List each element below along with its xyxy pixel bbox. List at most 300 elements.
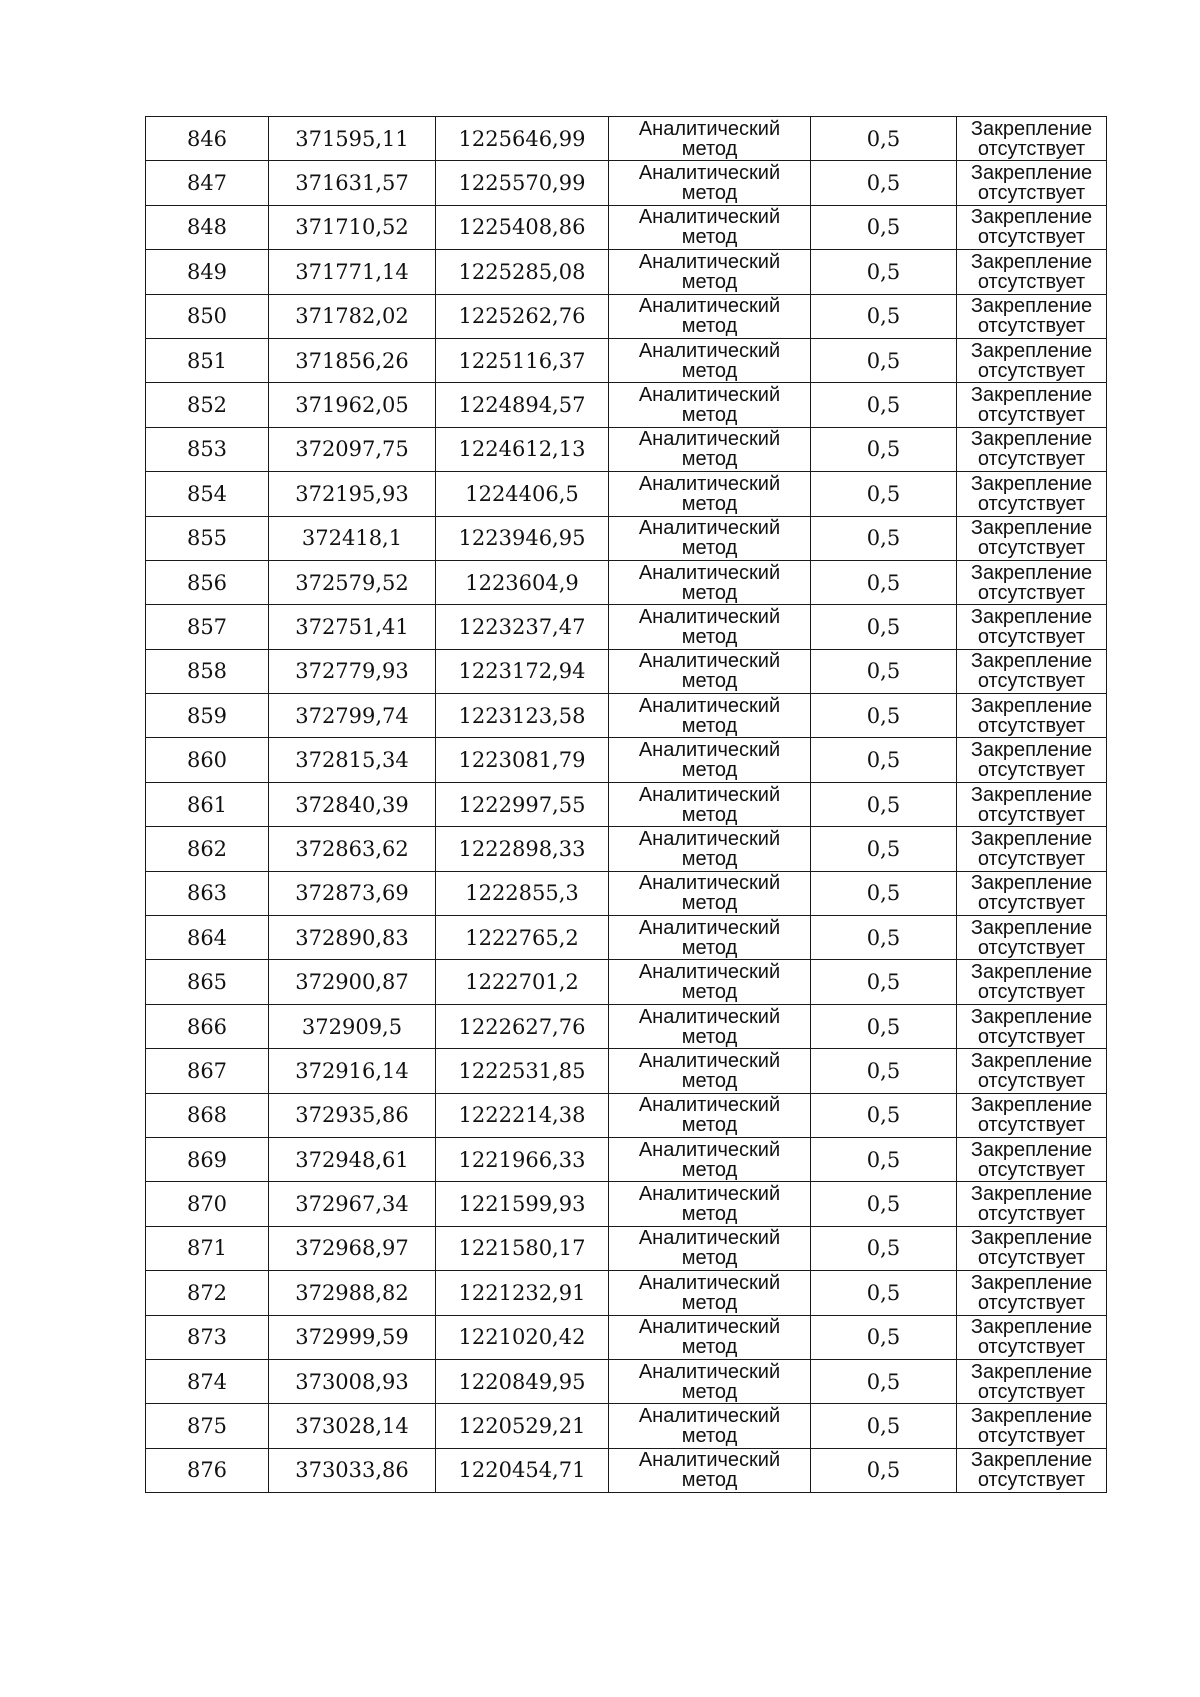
y-coordinate-cell: 1223123,58 [436, 694, 609, 738]
x-coordinate-cell: 371856,26 [269, 338, 436, 382]
point-number-cell: 852 [146, 383, 269, 427]
fixation-cell-line2: отсутствует [977, 270, 1086, 293]
accuracy-cell: 0,5 [811, 960, 957, 1004]
accuracy-cell: 0,5 [811, 117, 957, 161]
point-number-cell: 850 [146, 294, 269, 338]
method-cell [609, 827, 811, 871]
x-coordinate-cell: 372863,62 [269, 827, 436, 871]
fixation-cell [957, 960, 1107, 1004]
accuracy-cell: 0,5 [811, 1271, 957, 1315]
point-number-cell: 854 [146, 472, 269, 516]
fixation-cell-line2: отсутствует [977, 315, 1086, 338]
accuracy-cell: 0,5 [811, 1137, 957, 1181]
table-row [146, 1271, 1107, 1315]
method-cell-line2: метод [681, 981, 738, 1004]
method-cell-line1: Аналитический [638, 206, 781, 229]
fixation-cell-line2: отсутствует [977, 537, 1086, 560]
fixation-cell-line2: отсутствует [977, 714, 1086, 737]
y-coordinate-cell: 1223081,79 [436, 738, 609, 782]
fixation-cell-line1: Закрепление [970, 783, 1093, 806]
fixation-cell-line2: отсутствует [977, 581, 1086, 604]
method-cell [609, 1315, 811, 1359]
x-coordinate-cell: 372967,34 [269, 1182, 436, 1226]
y-coordinate-cell: 1222214,38 [436, 1093, 609, 1137]
method-cell-line2: метод [681, 670, 738, 693]
method-cell [609, 1004, 811, 1048]
method-cell [609, 1093, 811, 1137]
accuracy-cell: 0,5 [811, 649, 957, 693]
table-row [146, 1182, 1107, 1226]
method-cell-line1: Аналитический [638, 1360, 781, 1383]
table-row [146, 1315, 1107, 1359]
fixation-cell-line1: Закрепление [970, 472, 1093, 495]
y-coordinate-cell: 1222898,33 [436, 827, 609, 871]
y-coordinate-cell: 1225646,99 [436, 117, 609, 161]
accuracy-cell: 0,5 [811, 516, 957, 560]
fixation-cell-line2: отсутствует [977, 359, 1086, 382]
y-coordinate-cell: 1225262,76 [436, 294, 609, 338]
fixation-cell-line2: отсутствует [977, 625, 1086, 648]
table-row [146, 427, 1107, 471]
point-number-cell: 861 [146, 782, 269, 826]
x-coordinate-cell: 372799,74 [269, 694, 436, 738]
coordinates-table [145, 116, 1107, 1493]
fixation-cell-line1: Закрепление [970, 1360, 1093, 1383]
method-cell-line1: Аналитический [638, 250, 781, 273]
method-cell-line2: метод [681, 315, 738, 338]
fixation-cell-line2: отсутствует [977, 1380, 1086, 1403]
x-coordinate-cell: 372988,82 [269, 1271, 436, 1315]
y-coordinate-cell: 1221966,33 [436, 1137, 609, 1181]
table-row [146, 472, 1107, 516]
accuracy-cell: 0,5 [811, 1315, 957, 1359]
method-cell-line2: метод [681, 270, 738, 293]
method-cell-line2: метод [681, 1158, 738, 1181]
method-cell [609, 161, 811, 205]
fixation-cell-line2: отсутствует [977, 759, 1086, 782]
y-coordinate-cell: 1224612,13 [436, 427, 609, 471]
point-number-cell: 867 [146, 1049, 269, 1093]
fixation-cell [957, 738, 1107, 782]
method-cell [609, 1359, 811, 1403]
table-row [146, 250, 1107, 294]
fixation-cell [957, 782, 1107, 826]
method-cell-line2: метод [681, 714, 738, 737]
fixation-cell-line2: отсутствует [977, 226, 1086, 249]
method-cell [609, 383, 811, 427]
x-coordinate-cell: 373033,86 [269, 1448, 436, 1492]
method-cell-line1: Аналитический [638, 694, 781, 717]
table-row [146, 205, 1107, 249]
fixation-cell-line2: отсутствует [977, 1469, 1086, 1492]
x-coordinate-cell: 372097,75 [269, 427, 436, 471]
method-cell-line2: метод [681, 182, 738, 205]
accuracy-cell: 0,5 [811, 560, 957, 604]
x-coordinate-cell: 372779,93 [269, 649, 436, 693]
method-cell-line1: Аналитический [638, 1094, 781, 1117]
accuracy-cell: 0,5 [811, 916, 957, 960]
point-number-cell: 847 [146, 161, 269, 205]
method-cell [609, 1137, 811, 1181]
accuracy-cell: 0,5 [811, 738, 957, 782]
method-cell-line2: метод [681, 1025, 738, 1048]
fixation-cell-line2: отсутствует [977, 1114, 1086, 1137]
fixation-cell-line1: Закрепление [970, 517, 1093, 540]
fixation-cell-line1: Закрепление [970, 1405, 1093, 1428]
method-cell-line1: Аналитический [638, 561, 781, 584]
fixation-cell-line1: Закрепление [970, 250, 1093, 273]
table-body [146, 117, 1107, 1493]
fixation-cell-line2: отсутствует [977, 182, 1086, 205]
table-row [146, 1359, 1107, 1403]
fixation-cell [957, 1093, 1107, 1137]
fixation-cell [957, 694, 1107, 738]
fixation-cell-line2: отсутствует [977, 670, 1086, 693]
fixation-cell [957, 1137, 1107, 1181]
method-cell-line2: метод [681, 581, 738, 604]
x-coordinate-cell: 373028,14 [269, 1404, 436, 1448]
fixation-cell-line2: отсутствует [977, 1336, 1086, 1359]
accuracy-cell: 0,5 [811, 1093, 957, 1137]
point-number-cell: 872 [146, 1271, 269, 1315]
y-coordinate-cell: 1220529,21 [436, 1404, 609, 1448]
x-coordinate-cell: 371631,57 [269, 161, 436, 205]
method-cell-line1: Аналитический [638, 1183, 781, 1206]
fixation-cell [957, 205, 1107, 249]
method-cell [609, 338, 811, 382]
accuracy-cell: 0,5 [811, 827, 957, 871]
accuracy-cell: 0,5 [811, 1182, 957, 1226]
fixation-cell [957, 827, 1107, 871]
x-coordinate-cell: 371710,52 [269, 205, 436, 249]
x-coordinate-cell: 371595,11 [269, 117, 436, 161]
method-cell-line1: Аналитический [638, 472, 781, 495]
y-coordinate-cell: 1225408,86 [436, 205, 609, 249]
accuracy-cell: 0,5 [811, 383, 957, 427]
fixation-cell [957, 1359, 1107, 1403]
accuracy-cell: 0,5 [811, 1049, 957, 1093]
accuracy-cell: 0,5 [811, 1404, 957, 1448]
method-cell-line1: Аналитический [638, 739, 781, 762]
fixation-cell [957, 1404, 1107, 1448]
fixation-cell-line1: Закрепление [970, 1183, 1093, 1206]
x-coordinate-cell: 372751,41 [269, 605, 436, 649]
x-coordinate-cell: 372418,1 [269, 516, 436, 560]
accuracy-cell: 0,5 [811, 782, 957, 826]
table-row [146, 827, 1107, 871]
fixation-cell [957, 516, 1107, 560]
x-coordinate-cell: 372948,61 [269, 1137, 436, 1181]
y-coordinate-cell: 1225285,08 [436, 250, 609, 294]
accuracy-cell: 0,5 [811, 472, 957, 516]
point-number-cell: 864 [146, 916, 269, 960]
fixation-cell [957, 383, 1107, 427]
point-number-cell: 846 [146, 117, 269, 161]
fixation-cell [957, 605, 1107, 649]
fixation-cell [957, 1004, 1107, 1048]
method-cell [609, 1404, 811, 1448]
fixation-cell [957, 649, 1107, 693]
method-cell-line1: Аналитический [638, 872, 781, 895]
method-cell [609, 117, 811, 161]
fixation-cell-line1: Закрепление [970, 1138, 1093, 1161]
point-number-cell: 858 [146, 649, 269, 693]
method-cell [609, 1271, 811, 1315]
point-number-cell: 860 [146, 738, 269, 782]
method-cell [609, 294, 811, 338]
method-cell-line1: Аналитический [638, 295, 781, 318]
accuracy-cell: 0,5 [811, 871, 957, 915]
method-cell-line2: метод [681, 537, 738, 560]
x-coordinate-cell: 373008,93 [269, 1359, 436, 1403]
method-cell [609, 472, 811, 516]
accuracy-cell: 0,5 [811, 338, 957, 382]
accuracy-cell: 0,5 [811, 427, 957, 471]
method-cell-line1: Аналитический [638, 1227, 781, 1250]
point-number-cell: 859 [146, 694, 269, 738]
fixation-cell-line1: Закрепление [970, 605, 1093, 628]
point-number-cell: 863 [146, 871, 269, 915]
table-row [146, 516, 1107, 560]
point-number-cell: 871 [146, 1226, 269, 1270]
method-cell-line1: Аналитический [638, 162, 781, 185]
fixation-cell-line1: Закрепление [970, 1449, 1093, 1472]
point-number-cell: 856 [146, 560, 269, 604]
fixation-cell-line1: Закрепление [970, 339, 1093, 362]
method-cell-line2: метод [681, 1380, 738, 1403]
accuracy-cell: 0,5 [811, 205, 957, 249]
fixation-cell [957, 117, 1107, 161]
method-cell-line2: метод [681, 892, 738, 915]
method-cell-line1: Аналитический [638, 961, 781, 984]
x-coordinate-cell: 372873,69 [269, 871, 436, 915]
y-coordinate-cell: 1225570,99 [436, 161, 609, 205]
table-row [146, 1226, 1107, 1270]
method-cell-line1: Аналитический [638, 117, 781, 140]
fixation-cell [957, 338, 1107, 382]
method-cell-line2: метод [681, 1425, 738, 1448]
y-coordinate-cell: 1221580,17 [436, 1226, 609, 1270]
method-cell-line1: Аналитический [638, 827, 781, 850]
fixation-cell-line1: Закрепление [970, 961, 1093, 984]
point-number-cell: 874 [146, 1359, 269, 1403]
method-cell [609, 782, 811, 826]
method-cell-line2: метод [681, 137, 738, 160]
x-coordinate-cell: 372579,52 [269, 560, 436, 604]
table-row [146, 1004, 1107, 1048]
x-coordinate-cell: 372909,5 [269, 1004, 436, 1048]
method-cell-line1: Аналитический [638, 384, 781, 407]
fixation-cell-line2: отсутствует [977, 1425, 1086, 1448]
table-row [146, 1448, 1107, 1492]
fixation-cell-line2: отсутствует [977, 803, 1086, 826]
table-row [146, 694, 1107, 738]
point-number-cell: 873 [146, 1315, 269, 1359]
fixation-cell-line2: отсутствует [977, 137, 1086, 160]
method-cell-line1: Аналитический [638, 517, 781, 540]
accuracy-cell: 0,5 [811, 1004, 957, 1048]
fixation-cell [957, 1271, 1107, 1315]
y-coordinate-cell: 1221020,42 [436, 1315, 609, 1359]
fixation-cell-line2: отсутствует [977, 404, 1086, 427]
method-cell [609, 427, 811, 471]
method-cell [609, 516, 811, 560]
point-number-cell: 870 [146, 1182, 269, 1226]
table-row [146, 383, 1107, 427]
table-row [146, 738, 1107, 782]
method-cell-line2: метод [681, 1247, 738, 1270]
accuracy-cell: 0,5 [811, 1448, 957, 1492]
y-coordinate-cell: 1222531,85 [436, 1049, 609, 1093]
table-row [146, 960, 1107, 1004]
y-coordinate-cell: 1224894,57 [436, 383, 609, 427]
fixation-cell-line2: отсутствует [977, 1158, 1086, 1181]
method-cell-line1: Аналитический [638, 1449, 781, 1472]
fixation-cell [957, 1448, 1107, 1492]
y-coordinate-cell: 1223604,9 [436, 560, 609, 604]
method-cell-line2: метод [681, 803, 738, 826]
table-row [146, 161, 1107, 205]
method-cell-line2: метод [681, 404, 738, 427]
y-coordinate-cell: 1222997,55 [436, 782, 609, 826]
fixation-cell-line1: Закрепление [970, 162, 1093, 185]
method-cell [609, 694, 811, 738]
method-cell-line1: Аналитический [638, 1138, 781, 1161]
accuracy-cell: 0,5 [811, 694, 957, 738]
method-cell-line2: метод [681, 1469, 738, 1492]
x-coordinate-cell: 372195,93 [269, 472, 436, 516]
method-cell-line2: метод [681, 1291, 738, 1314]
fixation-cell [957, 472, 1107, 516]
accuracy-cell: 0,5 [811, 250, 957, 294]
method-cell [609, 738, 811, 782]
method-cell [609, 916, 811, 960]
x-coordinate-cell: 372916,14 [269, 1049, 436, 1093]
accuracy-cell: 0,5 [811, 294, 957, 338]
y-coordinate-cell: 1225116,37 [436, 338, 609, 382]
point-number-cell: 851 [146, 338, 269, 382]
fixation-cell-line2: отсутствует [977, 1025, 1086, 1048]
fixation-cell [957, 1315, 1107, 1359]
fixation-cell-line1: Закрепление [970, 561, 1093, 584]
method-cell-line1: Аналитический [638, 339, 781, 362]
accuracy-cell: 0,5 [811, 1226, 957, 1270]
point-number-cell: 868 [146, 1093, 269, 1137]
method-cell [609, 649, 811, 693]
table-row [146, 1137, 1107, 1181]
method-cell-line1: Аналитический [638, 1316, 781, 1339]
table-row [146, 338, 1107, 382]
method-cell-line1: Аналитический [638, 1405, 781, 1428]
y-coordinate-cell: 1221232,91 [436, 1271, 609, 1315]
method-cell-line2: метод [681, 359, 738, 382]
accuracy-cell: 0,5 [811, 1359, 957, 1403]
fixation-cell-line1: Закрепление [970, 428, 1093, 451]
method-cell-line2: метод [681, 1114, 738, 1137]
y-coordinate-cell: 1223946,95 [436, 516, 609, 560]
method-cell-line2: метод [681, 226, 738, 249]
point-number-cell: 848 [146, 205, 269, 249]
x-coordinate-cell: 372935,86 [269, 1093, 436, 1137]
point-number-cell: 869 [146, 1137, 269, 1181]
y-coordinate-cell: 1222765,2 [436, 916, 609, 960]
method-cell [609, 1448, 811, 1492]
fixation-cell-line1: Закрепление [970, 1094, 1093, 1117]
fixation-cell-line1: Закрепление [970, 1049, 1093, 1072]
fixation-cell-line1: Закрепление [970, 1316, 1093, 1339]
fixation-cell-line1: Закрепление [970, 384, 1093, 407]
method-cell-line1: Аналитический [638, 1049, 781, 1072]
method-cell-line2: метод [681, 492, 738, 515]
method-cell-line1: Аналитический [638, 1271, 781, 1294]
method-cell-line1: Аналитический [638, 650, 781, 673]
point-number-cell: 862 [146, 827, 269, 871]
fixation-cell-line1: Закрепление [970, 1271, 1093, 1294]
table-row [146, 871, 1107, 915]
table-row [146, 1093, 1107, 1137]
method-cell-line1: Аналитический [638, 783, 781, 806]
table-row [146, 294, 1107, 338]
table-row [146, 782, 1107, 826]
y-coordinate-cell: 1222701,2 [436, 960, 609, 1004]
fixation-cell-line1: Закрепление [970, 1227, 1093, 1250]
x-coordinate-cell: 371771,14 [269, 250, 436, 294]
method-cell [609, 1226, 811, 1270]
table-row [146, 1049, 1107, 1093]
fixation-cell-line2: отсутствует [977, 1291, 1086, 1314]
fixation-cell [957, 1049, 1107, 1093]
fixation-cell [957, 1182, 1107, 1226]
x-coordinate-cell: 372900,87 [269, 960, 436, 1004]
method-cell [609, 871, 811, 915]
method-cell-line1: Аналитический [638, 916, 781, 939]
method-cell-line1: Аналитический [638, 1005, 781, 1028]
table-row [146, 560, 1107, 604]
method-cell [609, 1049, 811, 1093]
method-cell [609, 605, 811, 649]
point-number-cell: 853 [146, 427, 269, 471]
method-cell-line2: метод [681, 448, 738, 471]
x-coordinate-cell: 372999,59 [269, 1315, 436, 1359]
table-row [146, 605, 1107, 649]
y-coordinate-cell: 1222855,3 [436, 871, 609, 915]
fixation-cell-line2: отсутствует [977, 892, 1086, 915]
point-number-cell: 857 [146, 605, 269, 649]
method-cell-line2: метод [681, 1203, 738, 1226]
table-row [146, 117, 1107, 161]
fixation-cell-line1: Закрепление [970, 1005, 1093, 1028]
fixation-cell [957, 427, 1107, 471]
fixation-cell-line1: Закрепление [970, 916, 1093, 939]
table-row [146, 1404, 1107, 1448]
point-number-cell: 866 [146, 1004, 269, 1048]
fixation-cell-line2: отсутствует [977, 936, 1086, 959]
fixation-cell-line1: Закрепление [970, 694, 1093, 717]
point-number-cell: 875 [146, 1404, 269, 1448]
fixation-cell-line2: отсутствует [977, 1203, 1086, 1226]
x-coordinate-cell: 371962,05 [269, 383, 436, 427]
method-cell-line2: метод [681, 1336, 738, 1359]
fixation-cell [957, 294, 1107, 338]
x-coordinate-cell: 372840,39 [269, 782, 436, 826]
fixation-cell [957, 871, 1107, 915]
method-cell-line2: метод [681, 759, 738, 782]
method-cell [609, 1182, 811, 1226]
fixation-cell [957, 1226, 1107, 1270]
x-coordinate-cell: 371782,02 [269, 294, 436, 338]
y-coordinate-cell: 1222627,76 [436, 1004, 609, 1048]
method-cell [609, 250, 811, 294]
